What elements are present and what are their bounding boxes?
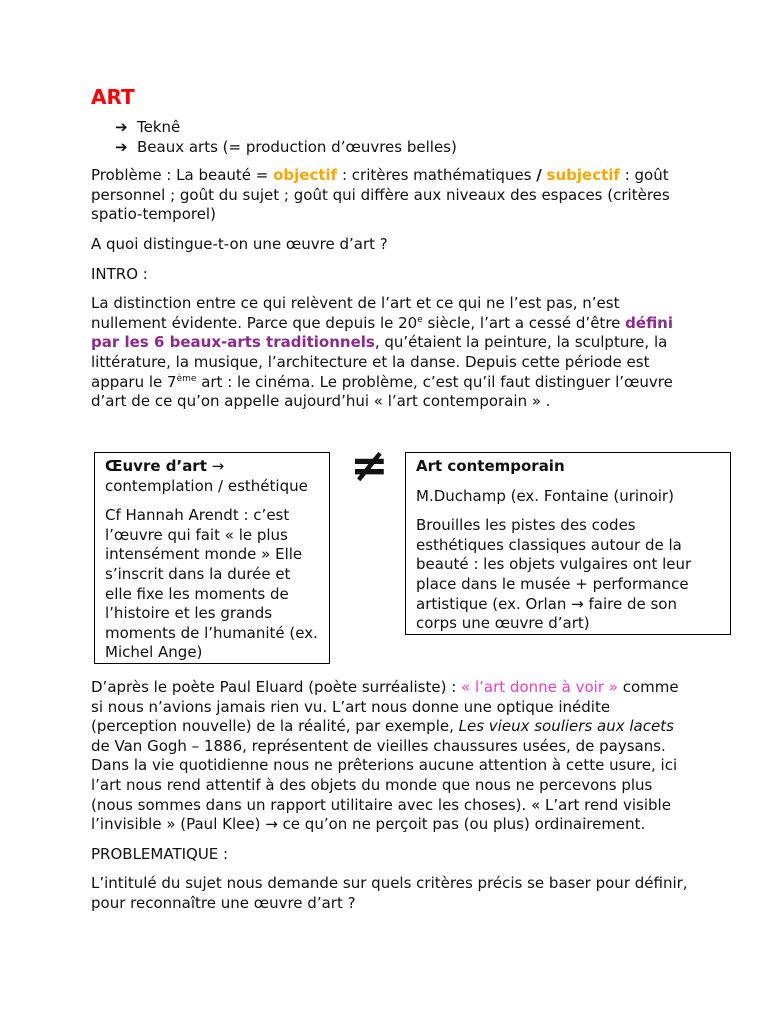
objectif-word: objectif bbox=[273, 166, 338, 185]
probleme-text: : critères mathématiques bbox=[337, 166, 537, 185]
arrow-right-icon: ➔ bbox=[115, 137, 128, 156]
oeuvre-body: Cf Hannah Arendt : c’est l’œuvre qui fait « le plus intensément monde » Elle s’inscrit dans la durée et elle fixe les moments de l’histoire et les grands moments de l’humanité (ex. Michel Ange) bbox=[105, 506, 318, 662]
problematique-paragraph: L’intitulé du sujet nous demande sur quels critères précis se baser pour définir, pour reconnaître une œuvre d’art ? bbox=[91, 874, 688, 912]
eluard-paragraph bbox=[91, 678, 691, 835]
question-paragraph: A quoi distingue-t-on une œuvre d’art ? bbox=[91, 234, 388, 253]
bullet-text: Beaux arts (= production d’œuvres belles) bbox=[137, 137, 457, 156]
document-lower bbox=[91, 678, 691, 924]
oeuvre-art-box bbox=[94, 452, 330, 664]
oeuvre-heading-line bbox=[105, 457, 319, 496]
oeuvre-heading: Œuvre d’art bbox=[105, 457, 207, 475]
probleme-paragraph bbox=[91, 166, 691, 225]
list-item bbox=[115, 138, 691, 158]
probleme-text: Problème : La beauté = bbox=[91, 166, 274, 185]
arrow-right-icon: → bbox=[211, 457, 225, 475]
arrow-right-icon: → bbox=[265, 815, 278, 834]
intro-label: INTRO : bbox=[91, 264, 148, 283]
arrow-right-icon: → bbox=[571, 594, 584, 613]
list-item bbox=[115, 118, 691, 138]
document-title: ART bbox=[91, 85, 135, 109]
arrow-right-icon: ➔ bbox=[115, 118, 128, 136]
duchamp-line: M.Duchamp (ex. Fontaine (urinoir) bbox=[416, 486, 674, 505]
bullet-list bbox=[91, 118, 691, 157]
eluard-text: de Van Gogh – 1886, représentent de vieilles chaussures usées, de paysans. Dans la vie quotidienne nous ne prêterions aucune attention à cette usure, ici l’art nous rend attentif à des objets du monde que nous ne percevons plus (nous sommes dans un rapport utilitaire avec les choses). « L’art rend visible l’invisible » (Paul Klee) bbox=[91, 736, 678, 834]
bullet-text: Teknê bbox=[137, 118, 181, 136]
intro-text: , qu’étaient la peinture, la sculpture, la littérature, la musique, l’architecture et la danse. Depuis cette période est apparu le 7 bbox=[91, 333, 668, 391]
eluard-quote: « l’art donne à voir » bbox=[461, 678, 618, 696]
artwork-title: Les vieux souliers aux lacets bbox=[458, 717, 674, 736]
contemporain-heading bbox=[416, 457, 720, 477]
contemporain-text: faire de son corps une œuvre d’art) bbox=[416, 594, 677, 633]
art-contemporain-box bbox=[405, 452, 731, 635]
contemporain-text: Brouilles les pistes des codes esthétiques classiques autour de la beauté : les objets vulgaires ont leur place dans le musée + performance artistique (ex. Orlan bbox=[416, 516, 692, 613]
contemporain-body bbox=[416, 516, 720, 634]
slash: / bbox=[536, 166, 542, 185]
intro-text: siècle, l’art a cessé d’être bbox=[422, 313, 626, 332]
subjectif-word: subjectif bbox=[546, 166, 620, 185]
superscript: e bbox=[417, 314, 423, 325]
contemporain-heading-text: Art contemporain bbox=[416, 457, 565, 475]
eluard-text: ce qu’on ne perçoit pas (ou plus) ordinairement. bbox=[277, 815, 646, 834]
not-equal-symbol: ≠ bbox=[350, 438, 389, 492]
intro-paragraph bbox=[91, 294, 691, 412]
oeuvre-heading-rest: contemplation / esthétique bbox=[105, 476, 308, 495]
probleme-text: : goût personnel ; goût du sujet ; goût qui diffère aux niveaux des espaces (critères spatio-temporel) bbox=[91, 166, 670, 224]
eluard-text: comme si nous n’avions jamais rien vu. L’art nous donne une optique inédite (perception nouvelle) de la réalité, par exemple, bbox=[91, 678, 679, 736]
eluard-text: D’après le poète Paul Eluard (poète surréaliste) : bbox=[91, 678, 462, 696]
document-body bbox=[91, 84, 691, 422]
highlight-text: défini par les 6 beaux-arts traditionnels bbox=[91, 313, 674, 352]
intro-text: art : le cinéma. Le problème, c’est qu’il faut distinguer l’œuvre d’art de ce qu’on appelle aujourd’hui « l’art contemporain » . bbox=[91, 372, 673, 411]
problematique-label: PROBLEMATIQUE : bbox=[91, 844, 229, 863]
superscript: ème bbox=[176, 373, 197, 384]
intro-text: La distinction entre ce qui relèvent de l’art et ce qui ne l’est pas, n’est nullement évidente. Parce que depuis le 20 bbox=[91, 294, 620, 332]
